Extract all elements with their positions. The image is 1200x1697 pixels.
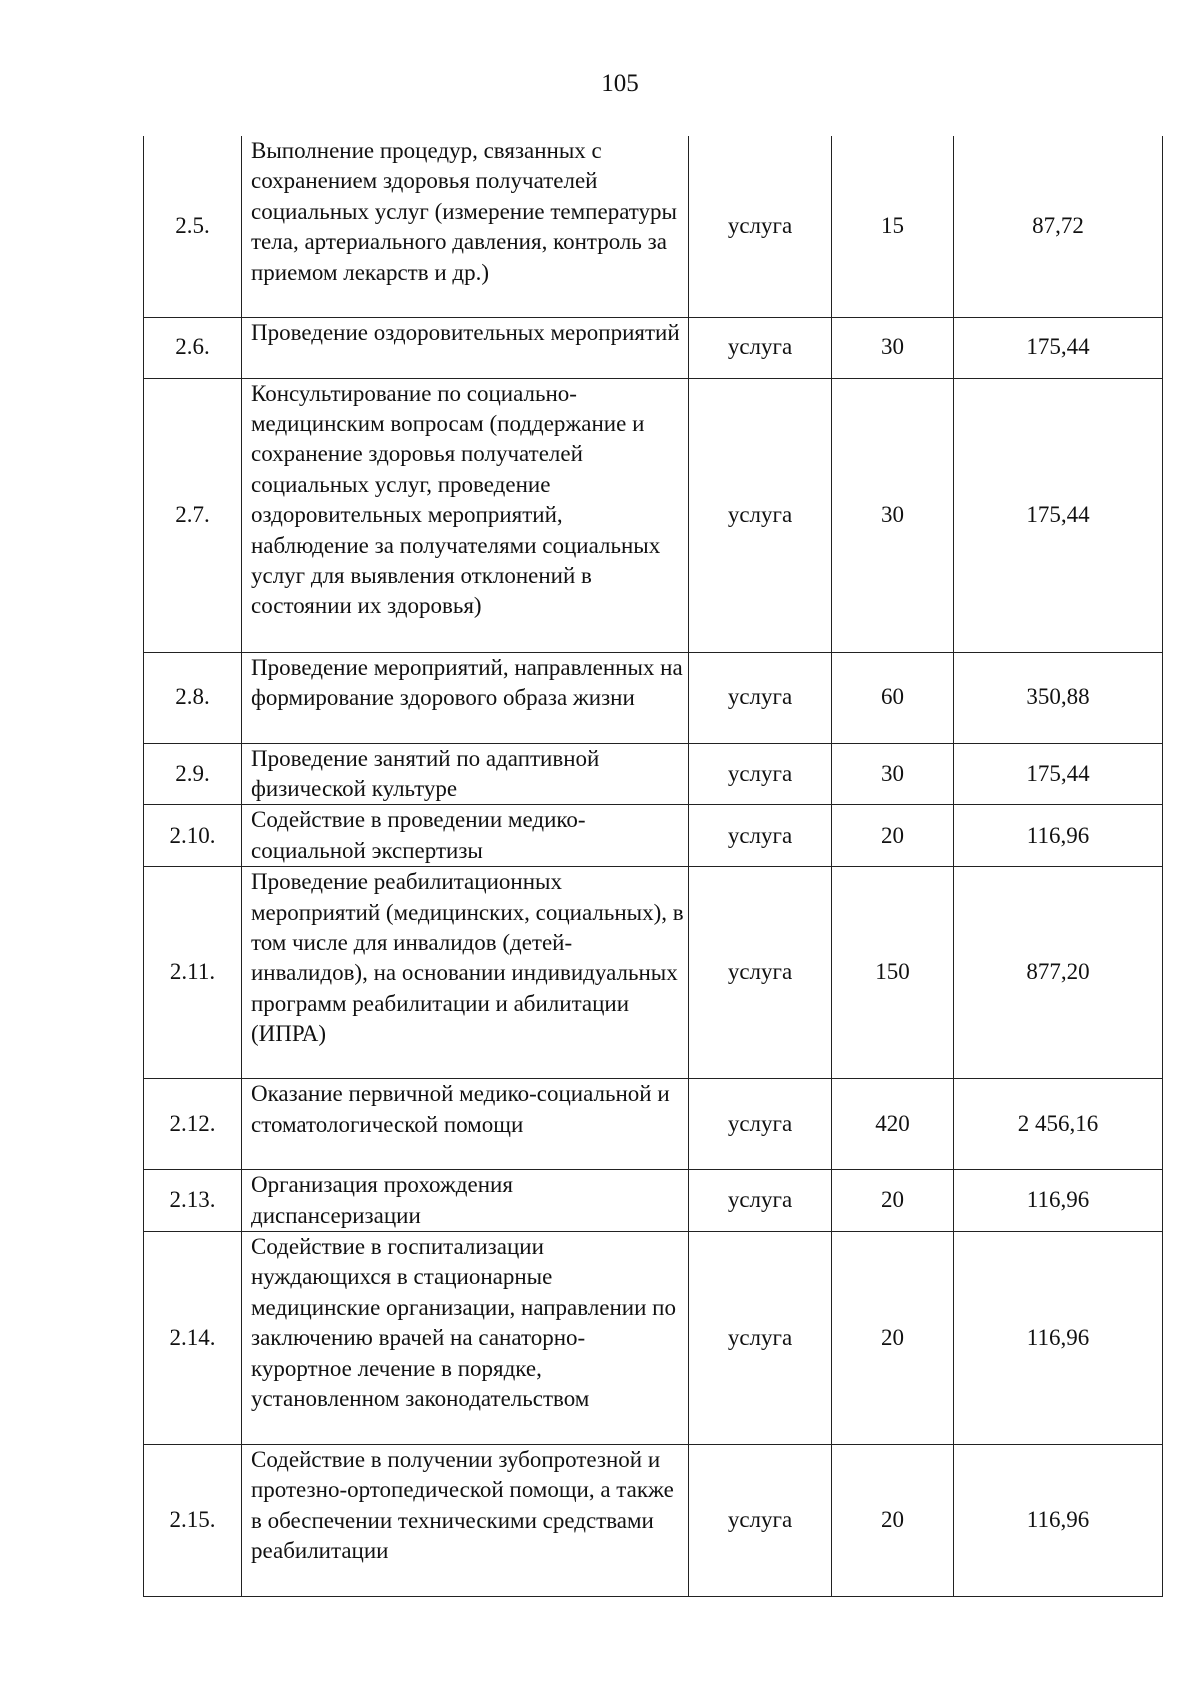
cost-cell: 877,20 — [954, 867, 1163, 1079]
quantity-cell: 20 — [832, 1170, 954, 1232]
unit-cell: услуга — [689, 1444, 832, 1596]
row-number: 2.14. — [144, 1231, 242, 1444]
table-row — [144, 743, 1163, 805]
row-number: 2.8. — [144, 652, 242, 743]
quantity-cell: 420 — [832, 1079, 954, 1170]
unit-cell: услуга — [689, 867, 832, 1079]
unit-cell: услуга — [689, 1231, 832, 1444]
services-table — [143, 136, 1163, 1597]
service-description: Проведение мероприятий, направленных на формирование здорового образа жизни — [242, 652, 689, 743]
quantity-cell: 30 — [832, 378, 954, 652]
quantity-cell: 15 — [832, 136, 954, 317]
row-number: 2.10. — [144, 805, 242, 867]
unit-cell: услуга — [689, 1170, 832, 1232]
cost-cell: 175,44 — [954, 378, 1163, 652]
table-row — [144, 652, 1163, 743]
unit-cell: услуга — [689, 805, 832, 867]
service-description: Консультирование по социально-медицинским вопросам (поддержание и сохранение здоровья получателей социальных услуг, проведение оздоровительных мероприятий, наблюдение за получателями социальных услуг для выявления отклонений в состоянии их здоровья) — [242, 378, 689, 652]
cost-cell: 87,72 — [954, 136, 1163, 317]
table-row — [144, 378, 1163, 652]
unit-cell: услуга — [689, 136, 832, 317]
service-description: Содействие в госпитализации нуждающихся в стационарные медицинские организации, направлении по заключению врачей на санаторно-курортное лечение в порядке, установленном законодательством — [242, 1231, 689, 1444]
service-description: Содействие в проведении медико-социальной экспертизы — [242, 805, 689, 867]
quantity-cell: 30 — [832, 317, 954, 378]
cost-cell: 175,44 — [954, 317, 1163, 378]
quantity-cell: 60 — [832, 652, 954, 743]
quantity-cell: 20 — [832, 1231, 954, 1444]
row-number: 2.12. — [144, 1079, 242, 1170]
cost-cell: 2 456,16 — [954, 1079, 1163, 1170]
table-row — [144, 1444, 1163, 1596]
table-row — [144, 1170, 1163, 1232]
table-row — [144, 1079, 1163, 1170]
service-description: Организация прохождения диспансеризации — [242, 1170, 689, 1232]
service-description: Проведение оздоровительных мероприятий — [242, 317, 689, 378]
row-number: 2.7. — [144, 378, 242, 652]
unit-cell: услуга — [689, 652, 832, 743]
cost-cell: 175,44 — [954, 743, 1163, 805]
row-number: 2.9. — [144, 743, 242, 805]
quantity-cell: 30 — [832, 743, 954, 805]
quantity-cell: 20 — [832, 1444, 954, 1596]
cost-cell: 116,96 — [954, 805, 1163, 867]
row-number: 2.15. — [144, 1444, 242, 1596]
unit-cell: услуга — [689, 378, 832, 652]
cost-cell: 116,96 — [954, 1170, 1163, 1232]
row-number: 2.11. — [144, 867, 242, 1079]
table-row — [144, 1231, 1163, 1444]
cost-cell: 350,88 — [954, 652, 1163, 743]
unit-cell: услуга — [689, 743, 832, 805]
row-number: 2.13. — [144, 1170, 242, 1232]
table-row — [144, 317, 1163, 378]
service-description: Проведение занятий по адаптивной физической культуре — [242, 743, 689, 805]
service-description: Проведение реабилитационных мероприятий (медицинских, социальных), в том числе для инвалидов (детей-инвалидов), на основании индивидуальных программ реабилитации и абилитации (ИПРА) — [242, 867, 689, 1079]
unit-cell: услуга — [689, 1079, 832, 1170]
service-description: Содействие в получении зубопротезной и протезно-ортопедической помощи, а также в обеспечении техническими средствами реабилитации — [242, 1444, 689, 1596]
page-number: 105 — [601, 70, 639, 97]
table-row — [144, 136, 1163, 317]
cost-cell: 116,96 — [954, 1231, 1163, 1444]
service-description: Выполнение процедур, связанных с сохранением здоровья получателей социальных услуг (измерение температуры тела, артериального давления, контроль за приемом лекарств и др.) — [242, 136, 689, 317]
service-description: Оказание первичной медико-социальной и стоматологической помощи — [242, 1079, 689, 1170]
unit-cell: услуга — [689, 317, 832, 378]
row-number: 2.6. — [144, 317, 242, 378]
cost-cell: 116,96 — [954, 1444, 1163, 1596]
quantity-cell: 20 — [832, 805, 954, 867]
row-number: 2.5. — [144, 136, 242, 317]
quantity-cell: 150 — [832, 867, 954, 1079]
table-row — [144, 805, 1163, 867]
table-row — [144, 867, 1163, 1079]
